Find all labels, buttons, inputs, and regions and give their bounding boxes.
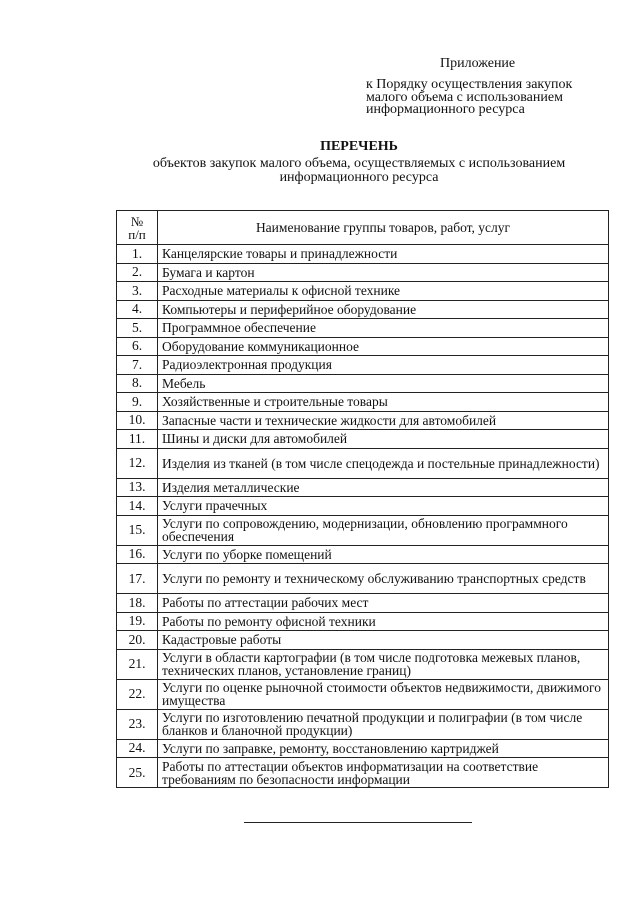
row-number: 3.	[117, 282, 158, 301]
row-number: 23.	[117, 709, 158, 739]
row-name: Изделия из тканей (в том числе спецодежда и постельные принадлежности)	[158, 448, 609, 478]
row-number: 4.	[117, 300, 158, 319]
row-number: 17.	[117, 564, 158, 594]
row-name: Кадастровые работы	[158, 631, 609, 650]
row-name: Программное обеспечение	[158, 319, 609, 338]
row-name: Услуги по уборке помещений	[158, 545, 609, 564]
row-name: Работы по ремонту офисной техники	[158, 612, 609, 631]
row-name: Шины и диски для автомобилей	[158, 430, 609, 449]
row-number: 14.	[117, 497, 158, 516]
document-title: ПЕРЕЧЕНЬ	[320, 139, 398, 154]
row-name: Мебель	[158, 374, 609, 393]
table-row	[117, 393, 609, 412]
row-name: Радиоэлектронная продукция	[158, 356, 609, 375]
row-name: Услуги по оценке рыночной стоимости объектов недвижимости, движимого имущества	[158, 679, 609, 709]
table-header-row	[117, 211, 609, 245]
row-name: Услуги по заправке, ремонту, восстановлению картриджей	[158, 739, 609, 758]
table-row	[117, 263, 609, 282]
subtitle-line: информационного ресурса	[279, 170, 439, 185]
row-number: 25.	[117, 758, 158, 788]
row-number: 2.	[117, 263, 158, 282]
appendix-line: информационного ресурса	[366, 102, 525, 117]
row-name: Расходные материалы к офисной технике	[158, 282, 609, 301]
bottom-rule	[244, 822, 472, 823]
header-number-line: №	[130, 213, 144, 229]
row-name: Компьютеры и периферийное оборудование	[158, 300, 609, 319]
table-row	[117, 411, 609, 430]
row-number: 21.	[117, 649, 158, 679]
table-row	[117, 356, 609, 375]
row-name: Канцелярские товары и принадлежности	[158, 245, 609, 264]
table-row	[117, 282, 609, 301]
subtitle-line: объектов закупок малого объема, осуществляемых с использованием	[152, 156, 566, 171]
row-name: Хозяйственные и строительные товары	[158, 393, 609, 412]
row-name: Работы по аттестации объектов информатизации на соответствие требованиям по безопасности информации	[158, 758, 609, 788]
header-number	[117, 211, 158, 245]
document-subtitle	[0, 157, 640, 185]
table-row	[117, 631, 609, 650]
row-number: 6.	[117, 337, 158, 356]
table-row	[117, 545, 609, 564]
row-number: 22.	[117, 679, 158, 709]
row-name: Бумага и картон	[158, 263, 609, 282]
row-name: Услуги по ремонту и техническому обслуживанию транспортных средств	[158, 564, 609, 594]
table-row	[117, 612, 609, 631]
row-number: 19.	[117, 612, 158, 631]
row-number: 24.	[117, 739, 158, 758]
row-name: Изделия металлические	[158, 478, 609, 497]
table-row	[117, 758, 609, 788]
table-row	[117, 739, 609, 758]
table-row	[117, 649, 609, 679]
row-name: Услуги прачечных	[158, 497, 609, 516]
appendix-title: Приложение	[440, 56, 516, 71]
row-number: 20.	[117, 631, 158, 650]
row-number: 12.	[117, 448, 158, 478]
row-name: Услуги по сопровождению, модернизации, обновлению программного обеспечения	[158, 515, 609, 545]
table-row	[117, 594, 609, 613]
table-row	[117, 448, 609, 478]
table-row	[117, 515, 609, 545]
table-row	[117, 564, 609, 594]
row-name: Услуги в области картографии (в том числе подготовка межевых планов, технических планов, установление границ)	[158, 649, 609, 679]
header-name: Наименование группы товаров, работ, услуг	[158, 211, 609, 245]
table-row	[117, 497, 609, 516]
row-number: 18.	[117, 594, 158, 613]
goods-table	[116, 210, 609, 788]
table-row	[117, 430, 609, 449]
table-row	[117, 709, 609, 739]
row-number: 8.	[117, 374, 158, 393]
row-number: 10.	[117, 411, 158, 430]
row-number: 9.	[117, 393, 158, 412]
row-number: 5.	[117, 319, 158, 338]
table-row	[117, 478, 609, 497]
row-number: 1.	[117, 245, 158, 264]
table-row	[117, 679, 609, 709]
row-number: 7.	[117, 356, 158, 375]
row-number: 11.	[117, 430, 158, 449]
row-name: Работы по аттестации рабочих мест	[158, 594, 609, 613]
header-number-line: п/п	[128, 226, 146, 242]
table-row	[117, 300, 609, 319]
appendix-line: к Порядку осуществления закупок	[366, 77, 573, 92]
row-name: Услуги по изготовлению печатной продукции и полиграфии (в том числе бланков и бланочной продукции)	[158, 709, 609, 739]
table-row	[117, 319, 609, 338]
table-row	[117, 245, 609, 264]
table-body	[117, 245, 609, 788]
row-number: 16.	[117, 545, 158, 564]
appendix-block	[0, 0, 640, 120]
row-number: 15.	[117, 515, 158, 545]
row-name: Запасные части и технические жидкости для автомобилей	[158, 411, 609, 430]
appendix-line: малого объема с использованием	[366, 90, 563, 105]
row-number: 13.	[117, 478, 158, 497]
table-row	[117, 337, 609, 356]
table-row	[117, 374, 609, 393]
row-name: Оборудование коммуникационное	[158, 337, 609, 356]
